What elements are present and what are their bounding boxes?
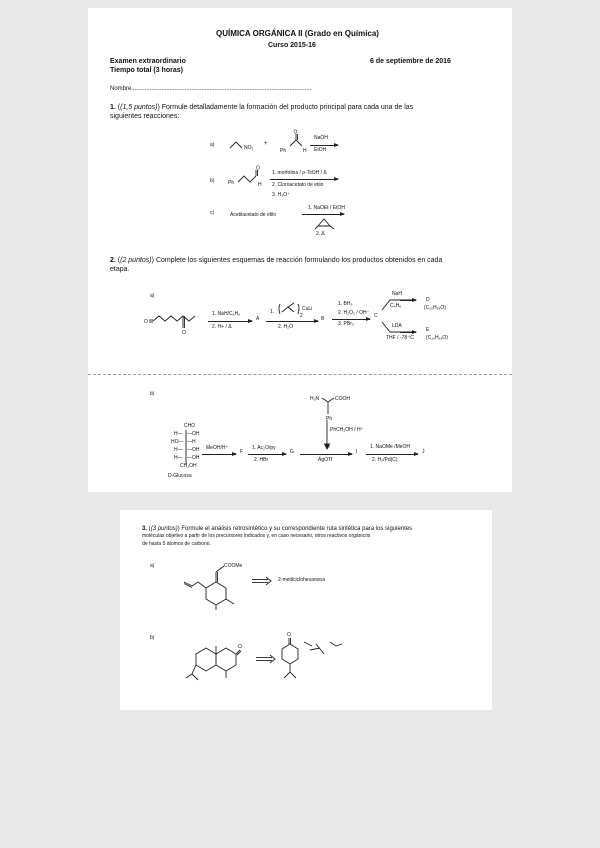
q2a-r3-2: 2. H₂O₂ / OH⁻ xyxy=(338,310,370,316)
svg-text:Ph: Ph xyxy=(280,148,287,154)
q2a-up-bottom: C₆H₆ xyxy=(390,303,402,309)
q3-text-3: de hasta 5 átomos de carbono. xyxy=(142,541,211,547)
q2a-r1-top: 1. NaH/C₆H₆ xyxy=(212,311,241,317)
svg-text:2: 2 xyxy=(300,313,303,319)
q1c-substrate: Acetilacetato de etilo xyxy=(230,212,277,218)
product-E-formula: (C₁₀H₁₈O) xyxy=(426,335,448,341)
name-field[interactable]: Nombre............................................................................................................ xyxy=(110,86,312,92)
intermediate-F: F xyxy=(240,449,244,455)
q2b-r4-top: 1. NaOMe /MeOH xyxy=(370,444,411,450)
reaction-arrow xyxy=(300,454,352,455)
svg-text:O: O xyxy=(256,165,260,172)
svg-text:NO₂: NO₂ xyxy=(244,145,254,151)
reaction-arrow xyxy=(310,145,338,146)
q2a-r3-3: 3. PBr₃ xyxy=(338,321,354,327)
phenylalanine-structure xyxy=(310,394,360,424)
q1a-reagent-bottom: EtOH xyxy=(314,147,327,153)
reaction-arrow xyxy=(270,179,338,180)
svg-text:COOH: COOH xyxy=(335,396,350,402)
svg-text:H: H xyxy=(303,148,307,154)
q1c-step-2: 2. Δ xyxy=(316,231,325,237)
reaction-arrow xyxy=(366,454,418,455)
q2-statement: 2. ((2 puntos)) Complete los siguientes esquemas de reacción formulando los productos obtenidos en cada xyxy=(110,257,443,264)
precursor-a: 2-metilciclohexanona xyxy=(278,577,325,583)
q1-text-2: siguientes reacciones: xyxy=(110,113,180,120)
q3-points: (3 puntos) xyxy=(150,526,178,532)
svg-text:Ph: Ph xyxy=(326,416,333,422)
q2a-r3-1: 1. BH₃ xyxy=(338,301,353,307)
plus-sign: + xyxy=(264,141,268,147)
q1a-reagent-top: NaOH xyxy=(314,135,328,141)
q3-text-1: Formule el análisis retrosintético y su correspondiente ruta sintética para los siguientes xyxy=(181,526,413,532)
product-J: J xyxy=(422,449,425,455)
retrosynthesis-arrow xyxy=(256,654,278,664)
precursor-b-structure xyxy=(280,628,350,688)
retrosynthesis-arrow xyxy=(252,576,274,586)
q1-points: (1,5 puntos) xyxy=(120,104,158,111)
q2a-down-bottom: THF / -78 ºC xyxy=(386,335,414,341)
q2-points: (2 puntos) xyxy=(120,257,152,264)
svg-text:Ph: Ph xyxy=(228,180,235,186)
q3-number: 3. xyxy=(142,526,148,532)
q1b-step-1: 1. morfolina / p-TsOH / Δ xyxy=(272,170,327,176)
exam-date: 6 de septiembre de 2016 xyxy=(370,58,451,65)
svg-text:COOMe: COOMe xyxy=(224,563,243,569)
product-D-formula: (C₁₀H₁₈O) xyxy=(424,305,446,311)
exam-page-1: QUÍMICA ORGÁNICA II (Grado en Química) Curso 2015-16 Examen extraordinario Tiempo total (3 horas) 6 de septiembre de 2016 Nombre............................................................................................................ 1. ((1,5 puntos)) Formule detalladamente la formación del producto principal para cada una de las siguientes reacciones: a) NO₂ + O Ph H NaOH EtOH b) Ph O H 1. morfolina / p-TsOH / Δ 2. Cloroacetato de etilo 3. H₃O⁺ c) Acetilacetato de etilo 1. NaOEt / EtOH 2. Δ 2. ((2 puntos)) Complete los siguientes esquemas de reacción formulando los productos obtenidos en cada etapa. a) O O 1. NaH/C₆H₆ 2. H+ / Δ A 1. CuLi 2 2. H₂O B 1. BH₃ 2. H₂O₂ / OH⁻ 3. PBr₃ C NaH C₆H₆ D (C₁₀H₁₈O) LDA THF / -78 ºC E (C₁₀H₁₈O) b) CHO H— —OH HO— —H H— —OH H— —OH CH₂OH D-Glucosa MeOH/H⁺ F 1. Ac₂O/py 2. HBr G H₂N COOH Ph PhCH₂OH / H⁺ H AgOTf I 1. NaOMe /MeOH 2. H₂/Pd(C) J xyxy=(88,8,512,492)
q2a-r2-bottom: 2. H₂O xyxy=(278,324,293,330)
reaction-arrow xyxy=(332,319,370,320)
phenylpropanal-structure xyxy=(226,165,266,194)
q2a-down-top: LDA xyxy=(392,323,402,329)
q1-text-1: Formule detalladamente la formación del producto principal para cada una de las xyxy=(161,104,414,111)
q2-text-1: Complete los siguientes esquemas de reacción formulando los productos obtenidos en cada xyxy=(155,257,443,264)
product-E: E xyxy=(426,327,430,333)
q2-text-2: etapa. xyxy=(110,266,130,273)
intermediate-B: B xyxy=(321,316,325,322)
intermediate-A: A xyxy=(256,316,260,322)
diketone-structure xyxy=(144,306,206,338)
svg-text:O: O xyxy=(293,129,298,136)
q1c-label: c) xyxy=(210,210,215,216)
q1b-label: b) xyxy=(210,178,215,184)
svg-text:O: O xyxy=(287,632,291,638)
q2b-r3-bottom: AgOTf xyxy=(318,457,333,463)
reaction-arrow xyxy=(248,454,286,455)
svg-text:H₂N: H₂N xyxy=(310,396,320,402)
exam-page-2 xyxy=(120,510,492,710)
svg-text:O: O xyxy=(238,644,242,650)
reaction-arrow xyxy=(208,321,252,322)
q3a-label: a) xyxy=(150,563,155,569)
target-molecule-a xyxy=(180,562,252,610)
reaction-arrow xyxy=(302,214,344,215)
exam-duration: Tiempo total (3 horas) xyxy=(110,67,183,74)
q2a-r2-top: 1. xyxy=(270,309,275,315)
q1c-step-1: 1. NaOEt / EtOH xyxy=(308,205,345,211)
page-title: QUÍMICA ORGÁNICA II (Grado en Química) xyxy=(216,29,379,38)
q2a-label: a) xyxy=(150,293,155,299)
q1a-label: a) xyxy=(210,142,215,148)
sugar-name: D-Glucosa xyxy=(168,473,192,479)
epoxide-structure xyxy=(314,216,336,230)
product-D: D xyxy=(426,297,430,303)
intermediate-I: I xyxy=(356,449,358,455)
reaction-arrow xyxy=(202,454,236,455)
q2b-r3-top: H xyxy=(326,444,330,450)
q2-number: 2. xyxy=(110,257,116,264)
phenylacetaldehyde-structure xyxy=(278,130,312,158)
q3-statement: 3. ((3 puntos)) Formule el análisis retrosintético y su correspondiente ruta sintética para los siguientes xyxy=(142,526,413,532)
page-fold-line xyxy=(88,374,512,375)
course-year: Curso 2015-16 xyxy=(268,42,316,49)
q2b-r2-bottom: 2. HBr xyxy=(254,457,269,463)
q3b-label: b) xyxy=(150,635,155,641)
q2a-r1-bottom: 2. H+ / Δ xyxy=(212,324,232,330)
q2b-r2-top: 1. Ac₂O/py xyxy=(252,445,276,451)
reaction-arrow-down xyxy=(400,332,416,333)
reaction-arrow xyxy=(266,321,318,322)
svg-text:O: O xyxy=(182,330,186,336)
q2b-label: b) xyxy=(150,391,155,397)
q2b-r4-bottom: 2. H₂/Pd(C) xyxy=(372,457,398,463)
q2b-r1-top: MeOH/H⁺ xyxy=(206,445,229,451)
exam-type: Examen extraordinario xyxy=(110,58,186,65)
intermediate-C: C xyxy=(374,313,378,319)
target-molecule-b xyxy=(182,636,242,688)
q2a-up-top: NaH xyxy=(392,291,403,297)
svg-text:H: H xyxy=(258,182,262,188)
q3-text-2: moléculas objetivo a partir de los precursores indicados y, en caso necesario, otros reactivos orgánicos xyxy=(142,533,371,539)
nitroethane-structure xyxy=(228,136,264,152)
q1-statement: 1. ((1,5 puntos)) Formule detalladamente la formación del producto principal para cada una de las xyxy=(110,104,414,111)
amine-reagent: PhCH₂OH / H⁺ xyxy=(330,427,364,433)
q1b-step-3: 3. H₃O⁺ xyxy=(272,192,290,198)
q1b-step-2: 2. Cloroacetato de etilo xyxy=(272,182,324,188)
intermediate-G: G xyxy=(290,449,294,455)
svg-text:O: O xyxy=(144,319,148,325)
svg-text:CuLi: CuLi xyxy=(302,306,313,312)
reaction-arrow-up xyxy=(400,300,416,301)
fischer-backbone xyxy=(184,430,188,466)
q1-number: 1. xyxy=(110,104,116,111)
